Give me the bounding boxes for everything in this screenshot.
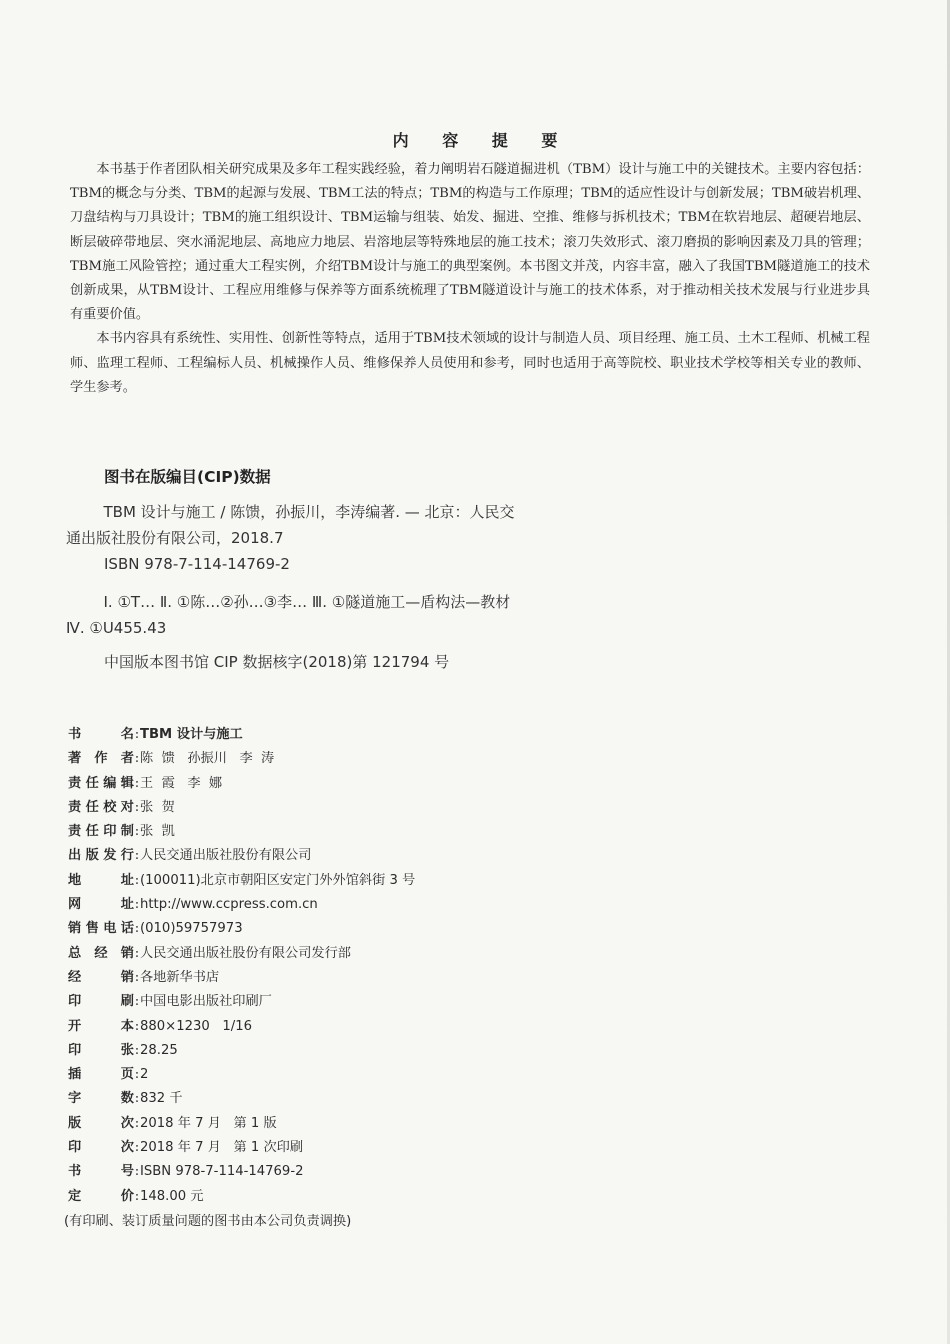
biblio-value: 28.25 — [140, 1042, 178, 1058]
biblio-label: 印次 — [68, 1140, 134, 1156]
biblio-label: 印张 — [68, 1042, 134, 1058]
biblio-row — [68, 1039, 668, 1063]
biblio-colon: : — [134, 1188, 140, 1204]
biblio-value: 各地新华书店 — [140, 969, 220, 985]
biblio-row — [68, 1185, 668, 1209]
biblio-row — [68, 869, 668, 893]
biblio-value: TBM 设计与施工 — [140, 727, 243, 742]
biblio-row — [68, 893, 668, 917]
cip-title: 图书在版编目(CIP)数据 — [104, 468, 271, 486]
biblio-row — [68, 772, 668, 796]
biblio-row — [68, 796, 668, 820]
biblio-row — [68, 820, 668, 844]
cip-isbn: ISBN 978-7-114-14769-2 — [104, 555, 290, 573]
biblio-value: 人民交通出版社股份有限公司 — [140, 848, 312, 864]
biblio-label: 开本 — [68, 1018, 134, 1034]
summary-title: 内 容 提 要 — [392, 131, 572, 150]
biblio-row — [68, 747, 668, 771]
biblio-colon: : — [134, 751, 140, 767]
biblio-row — [68, 1087, 668, 1111]
biblio-colon: : — [134, 945, 140, 961]
biblio-row — [68, 1063, 668, 1087]
summary-paragraph-1: 本书基于作者团队相关研究成果及多年工程实践经验，着力阐明岩石隧道掘进机（TBM）设计与施工中的关键技术。主要内容包括：TBM的概念与分类、TBM的起源与发展、TBM工法的特点；TBM的构造与工作原理；TBM的适应性设计与创新发展；TBM破岩机理、刀盘结构与刀具设计；TBM的施工组织设计、TBM运输与组装、始发、掘进、空推、维修与拆机技术；TBM在软岩地层、超硬岩地层、断层破碎带地层、突水涌泥地层、高地应力地层、岩溶地层等特殊地层的施工技术；滚刀失效形式、滚刀磨损的影响因素及刀具的管理；TBM施工风险管控；通过重大工程实例，介绍TBM设计与施工的典型案例。本书图文并茂，内容丰富，融入了我国TBM隧道施工的技术创新成果，从TBM设计、工程应用维修与保养等方面系统梳理了TBM隧道设计与施工的技术体系，对于推动相关技术发展与行业进步具有重要价值。 — [70, 162, 870, 323]
biblio-colon: : — [134, 1140, 140, 1156]
biblio-colon: : — [134, 921, 140, 937]
biblio-label: 版次 — [68, 1115, 134, 1131]
biblio-colon: : — [134, 727, 140, 742]
biblio-colon: : — [134, 775, 140, 791]
biblio-value: 中国电影出版社印刷厂 — [140, 994, 272, 1010]
biblio-label: 经销 — [68, 969, 134, 985]
biblio-label: 地址 — [68, 872, 134, 888]
biblio-row — [68, 1136, 668, 1160]
biblio-value: 王 霞 李 娜 — [140, 775, 223, 791]
cip-classification: Ⅰ. ①T… Ⅱ. ①陈…②孙…③李… Ⅲ. ①隧道施工—盾构法—教材 Ⅳ. ①U455.43 — [66, 593, 511, 637]
biblio-row — [68, 942, 668, 966]
biblio-label: 著作者 — [68, 751, 134, 767]
biblio-label: 印刷 — [68, 994, 134, 1010]
biblio-label: 书名 — [68, 727, 134, 742]
biblio-colon: : — [134, 1067, 140, 1083]
biblio-colon: : — [134, 1115, 140, 1131]
biblio-value: http://www.ccpress.com.cn — [140, 897, 318, 913]
summary-paragraph-2: 本书内容具有系统性、实用性、创新性等特点，适用于TBM技术领域的设计与制造人员、项目经理、施工员、土木工程师、机械工程师、监理工程师、工程编标人员、机械操作人员、维修保养人员使用和参考，同时也适用于高等院校、职业技术学校等相关专业的教师、学生参考。 — [70, 331, 870, 395]
biblio-colon: : — [134, 848, 140, 864]
biblio-value: 880×1230 1/16 — [140, 1018, 252, 1034]
biblio-label: 网址 — [68, 897, 134, 913]
biblio-label: 字数 — [68, 1091, 134, 1107]
bibliographic-rows — [68, 723, 668, 1209]
biblio-row — [68, 1160, 668, 1184]
biblio-colon: : — [134, 872, 140, 888]
biblio-colon: : — [134, 897, 140, 913]
biblio-value: (010)59757973 — [140, 921, 243, 937]
summary-text — [70, 158, 870, 400]
bibliographic-info — [64, 723, 668, 1234]
biblio-colon: : — [134, 969, 140, 985]
biblio-label: 责任校对 — [68, 799, 134, 815]
biblio-label: 插页 — [68, 1067, 134, 1083]
quality-footnote: (有印刷、装订质量问题的图书由本公司负责调换) — [64, 1213, 352, 1229]
cip-record — [66, 499, 526, 675]
biblio-label: 书号 — [68, 1164, 134, 1180]
biblio-value: 148.00 元 — [140, 1188, 204, 1204]
biblio-label: 总经销 — [68, 945, 134, 961]
biblio-colon: : — [134, 799, 140, 815]
biblio-label: 出版发行 — [68, 848, 134, 864]
biblio-value: 2018 年 7 月 第 1 次印刷 — [140, 1140, 304, 1156]
biblio-value: 陈 馈 孙振川 李 涛 — [140, 751, 275, 767]
cip-bibliographic-record: TBM 设计与施工 / 陈馈，孙振川，李涛编著. — 北京：人民交通出版社股份有限公司，2018.7 — [66, 503, 515, 547]
biblio-row — [68, 723, 668, 747]
biblio-value: (100011)北京市朝阳区安定门外外馆斜街 3 号 — [140, 872, 416, 888]
biblio-value: 832 千 — [140, 1091, 183, 1107]
biblio-row — [68, 966, 668, 990]
biblio-label: 销售电话 — [68, 921, 134, 937]
biblio-value: 2018 年 7 月 第 1 版 — [140, 1115, 277, 1131]
biblio-row — [68, 990, 668, 1014]
biblio-colon: : — [134, 1164, 140, 1180]
biblio-label: 责任编辑 — [68, 775, 134, 791]
biblio-row — [68, 1112, 668, 1136]
biblio-row — [68, 844, 668, 868]
biblio-label: 定价 — [68, 1188, 134, 1204]
biblio-row — [68, 917, 668, 941]
biblio-row — [68, 1015, 668, 1039]
biblio-value: 2 — [140, 1067, 149, 1083]
biblio-colon: : — [134, 1091, 140, 1107]
biblio-value: 人民交通出版社股份有限公司发行部 — [140, 945, 351, 961]
biblio-value: 张 贺 — [140, 799, 175, 815]
biblio-colon: : — [134, 824, 140, 840]
biblio-colon: : — [134, 994, 140, 1010]
biblio-label: 责任印制 — [68, 824, 134, 840]
biblio-value: ISBN 978-7-114-14769-2 — [140, 1164, 304, 1180]
biblio-value: 张 凯 — [140, 824, 175, 840]
biblio-colon: : — [134, 1042, 140, 1058]
biblio-colon: : — [134, 1018, 140, 1034]
cip-verification-number: 中国版本图书馆 CIP 数据核字(2018)第 121794 号 — [104, 653, 450, 671]
